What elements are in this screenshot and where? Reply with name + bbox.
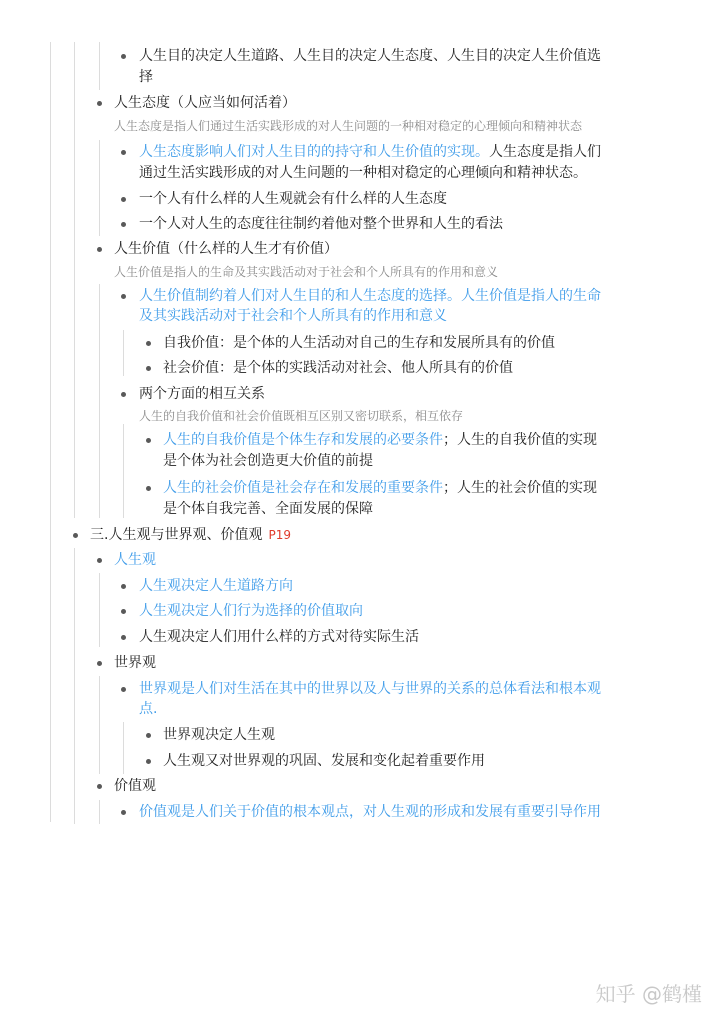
bullet <box>121 687 126 692</box>
goal-decides-item-line2: 择 <box>139 69 153 85</box>
bullet <box>121 609 126 614</box>
bullet <box>146 438 151 443</box>
life-view-heading[interactable]: 人生观 <box>114 552 156 568</box>
bullet <box>121 294 126 299</box>
outline-guide-l1-top <box>74 42 75 518</box>
attitude-item-1 <box>139 142 601 163</box>
relation-item-2-line2: 是个体自我完善、全面发展的保障 <box>163 501 373 517</box>
world-view-definition-line1: 世界观是人们对生活在其中的世界以及人与世界的关系的总体看法和根本观 <box>139 681 601 697</box>
attitude-heading[interactable]: 人生态度（人应当如何活着） <box>114 95 296 111</box>
outline-guide-l3-relation <box>123 424 124 518</box>
outline-guide-l2-attitude <box>99 140 100 236</box>
outline-guide-l2-worldview <box>99 676 100 774</box>
value-item-1-line2: 及其实践活动对于社会和个人所具有的作用和意义 <box>139 308 447 324</box>
attitude-item-3: 一个人对人生的态度往往制约着他对整个世界和人生的看法 <box>139 216 503 232</box>
zhihu-watermark: 知乎 @鹤槿 <box>595 982 702 1006</box>
relation-note: 人生的自我价值和社会价值既相互区别又密切联系，相互依存 <box>139 409 464 423</box>
bullet <box>121 635 126 640</box>
bullet <box>146 733 151 738</box>
bullet <box>121 54 126 59</box>
world-view-definition-line2: 点. <box>139 701 158 717</box>
attitude-item-1-highlight: 人生态度影响人们对人生目的的持守和人生价值的实现。 <box>139 144 489 160</box>
bullet <box>121 810 126 815</box>
goal-decides-item-line1: 人生目的决定人生道路、人生目的决定人生态度、人生目的决定人生价值选 <box>139 48 601 64</box>
bullet <box>97 558 102 563</box>
life-view-item-1: 人生观决定人生道路方向 <box>139 578 293 594</box>
bullet <box>97 101 102 106</box>
attitude-item-1-text: 人生态度是指人们 <box>489 144 601 160</box>
outline-guide-l2-goal <box>99 42 100 90</box>
world-view-sub-1: 世界观决定人生观 <box>163 727 275 743</box>
life-view-item-2: 人生观决定人们行为选择的价值取向 <box>139 603 363 619</box>
bullet <box>97 247 102 252</box>
bullet <box>121 392 126 397</box>
section-3-title: 三.人生观与世界观、价值观 <box>90 527 263 543</box>
relation-item-1-line2: 是个体为社会创造更大价值的前提 <box>163 453 373 469</box>
section-3-heading[interactable] <box>90 525 291 546</box>
bullet <box>121 584 126 589</box>
attitude-note: 人生态度是指人们通过生活实践形成的对人生问题的一种相对稳定的心理倾向和精神状态 <box>114 119 583 133</box>
relation-item-2 <box>163 478 597 499</box>
outline-guide-l3-value <box>123 330 124 376</box>
value-item-1-line1: 人生价值制约着人们对人生目的和人生态度的选择。人生价值是指人的生命 <box>139 288 601 304</box>
outline-guide-l2-lifeview <box>99 573 100 647</box>
bullet <box>146 486 151 491</box>
relation-item-2-text: ；人生的社会价值的实现 <box>443 480 597 496</box>
bullet <box>121 222 126 227</box>
outline-guide-l3-worldview <box>123 722 124 774</box>
attitude-item-2: 一个人有什么样的人生观就会有什么样的人生态度 <box>139 191 447 207</box>
values-view-item-1: 价值观是人们关于价值的根本观点，对人生观的形成和发展有重要引导作用 <box>139 804 601 820</box>
bullet <box>97 661 102 666</box>
life-view-item-3: 人生观决定人们用什么样的方式对待实际生活 <box>139 629 419 645</box>
social-value-item: 社会价值：是个体的实践活动对社会、他人所具有的价值 <box>163 360 513 376</box>
outline-guide-l1-bottom <box>74 548 75 824</box>
bullet <box>121 197 126 202</box>
value-heading[interactable]: 人生价值（什么样的人生才有价值） <box>114 241 338 257</box>
attitude-item-1-line2: 通过生活实践形成的对人生问题的一种相对稳定的心理倾向和精神状态。 <box>139 165 587 181</box>
bullet <box>73 533 78 538</box>
bullet <box>97 784 102 789</box>
bullet <box>146 366 151 371</box>
relation-heading[interactable]: 两个方面的相互关系 <box>139 386 265 402</box>
bullet <box>146 341 151 346</box>
bullet <box>146 759 151 764</box>
outline-guide-l2-value <box>99 284 100 518</box>
relation-item-1 <box>163 430 597 451</box>
relation-item-1-text: ；人生的自我价值的实现 <box>443 432 597 448</box>
outline-guide-l2-valuesview <box>99 800 100 824</box>
bullet <box>121 150 126 155</box>
value-note: 人生价值是指人的生命及其实践活动对于社会和个人所具有的作用和意义 <box>114 265 499 279</box>
values-view-heading[interactable]: 价值观 <box>114 778 156 794</box>
world-view-sub-2: 人生观又对世界观的巩固、发展和变化起着重要作用 <box>163 753 485 769</box>
page-reference: P19 <box>268 528 291 542</box>
relation-item-1-highlight: 人生的自我价值是个体生存和发展的必要条件 <box>163 432 443 448</box>
self-value-item: 自我价值：是个体的人生活动对自己的生存和发展所具有的价值 <box>163 335 555 351</box>
world-view-heading[interactable]: 世界观 <box>114 655 156 671</box>
outline-guide-l0 <box>50 42 51 822</box>
relation-item-2-highlight: 人生的社会价值是社会存在和发展的重要条件 <box>163 480 443 496</box>
